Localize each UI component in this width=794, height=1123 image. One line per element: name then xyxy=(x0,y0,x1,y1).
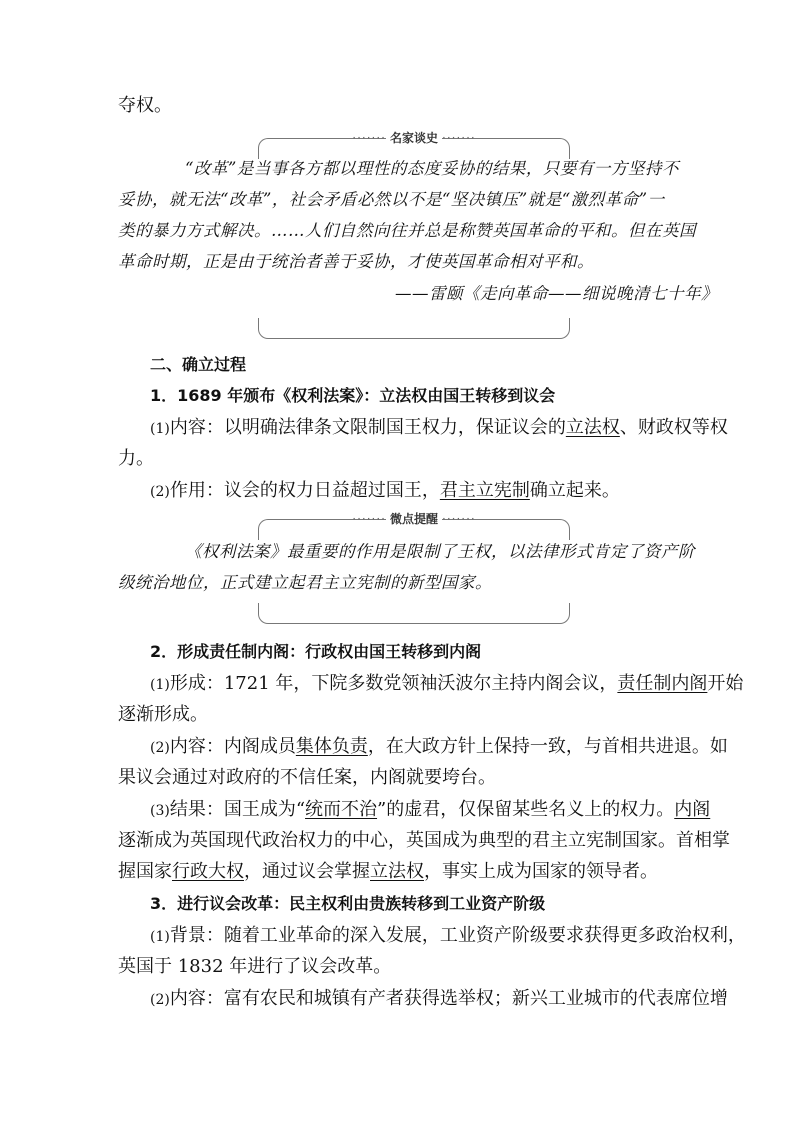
tip-box-label: ······· 微点提醒 ······· xyxy=(352,512,476,526)
paragraph-continued: 逐渐成为英国现代政治权力的中心，英国成为典型的君主立宪制国家。首相掌 xyxy=(118,830,730,851)
paragraph: (2)内容：内阁成员集体负责，在大政方针上保持一致，与首相共进退。如 xyxy=(150,736,728,757)
paragraph-continued: 果议会通过对政府的不信任案，内阁就要垮台。 xyxy=(118,767,496,788)
paragraph-continued: 逐渐形成。 xyxy=(118,704,208,725)
quote-line: “改革”是当事各方都以理性的态度妥协的结果，只要有一方坚持不 xyxy=(185,159,679,178)
paragraph-continued: 英国于 1832 年进行了议会改革。 xyxy=(118,956,392,977)
quote-source: ——雷颐《走向革命——细说晚清七十年》 xyxy=(395,284,718,303)
item-title: 1．1689 年颁布《权利法案》：立法权由国王转移到议会 xyxy=(150,386,556,405)
quote-box-top xyxy=(258,131,570,159)
paragraph: (2)内容：富有农民和城镇有产者获得选举权；新兴工业城市的代表席位增 xyxy=(150,988,728,1009)
paragraph: (1)背景：随着工业革命的深入发展，工业资产阶级要求获得更多政治权利， xyxy=(150,925,746,946)
quote-box-bottom xyxy=(258,318,570,339)
quote-box-label: ······· 名家谈史 ······· xyxy=(352,131,476,145)
quote-line: 革命时期，正是由于统治者善于妥协，才使英国革命相对平和。 xyxy=(118,252,594,271)
paragraph-continued: 力。 xyxy=(118,448,154,469)
tip-line: 《权利法案》最重要的作用是限制了王权，以法律形式肯定了资产阶 xyxy=(185,542,695,561)
paragraph: (3)结果：国王成为“统而不治”的虚君，仅保留某些名义上的权力。内阁 xyxy=(150,799,711,820)
tip-box-top xyxy=(258,512,570,540)
item-title: 2．形成责任制内阁：行政权由国王转移到内阁 xyxy=(150,642,482,661)
section-heading: 二、确立过程 xyxy=(150,355,247,374)
paragraph: (2)作用：议会的权力日益超过国王，君主立宪制确立起来。 xyxy=(150,480,620,501)
paragraph: (1)形成：1721 年，下院多数党领袖沃波尔主持内阁会议，责任制内阁开始 xyxy=(150,673,744,694)
paragraph-continued: 握国家行政大权，通过议会掌握立法权，事实上成为国家的领导者。 xyxy=(118,861,658,882)
quote-line: 妥协，就无法“改革”，社会矛盾必然以不是“坚决镇压”就是“激烈革命”一 xyxy=(118,190,665,209)
quote-line: 类的暴力方式解决。……人们自然向往并总是称赞英国革命的平和。但在英国 xyxy=(118,221,696,240)
paragraph: (1)内容：以明确法律条文限制国王权力，保证议会的立法权、财政权等权 xyxy=(150,417,728,438)
tip-line: 级统治地位，正式建立起君主立宪制的新型国家。 xyxy=(118,573,492,592)
continued-text: 夺权。 xyxy=(118,95,172,116)
tip-box-bottom xyxy=(258,603,570,624)
item-title: 3．进行议会改革：民主权利由贵族转移到工业资产阶级 xyxy=(150,894,546,913)
